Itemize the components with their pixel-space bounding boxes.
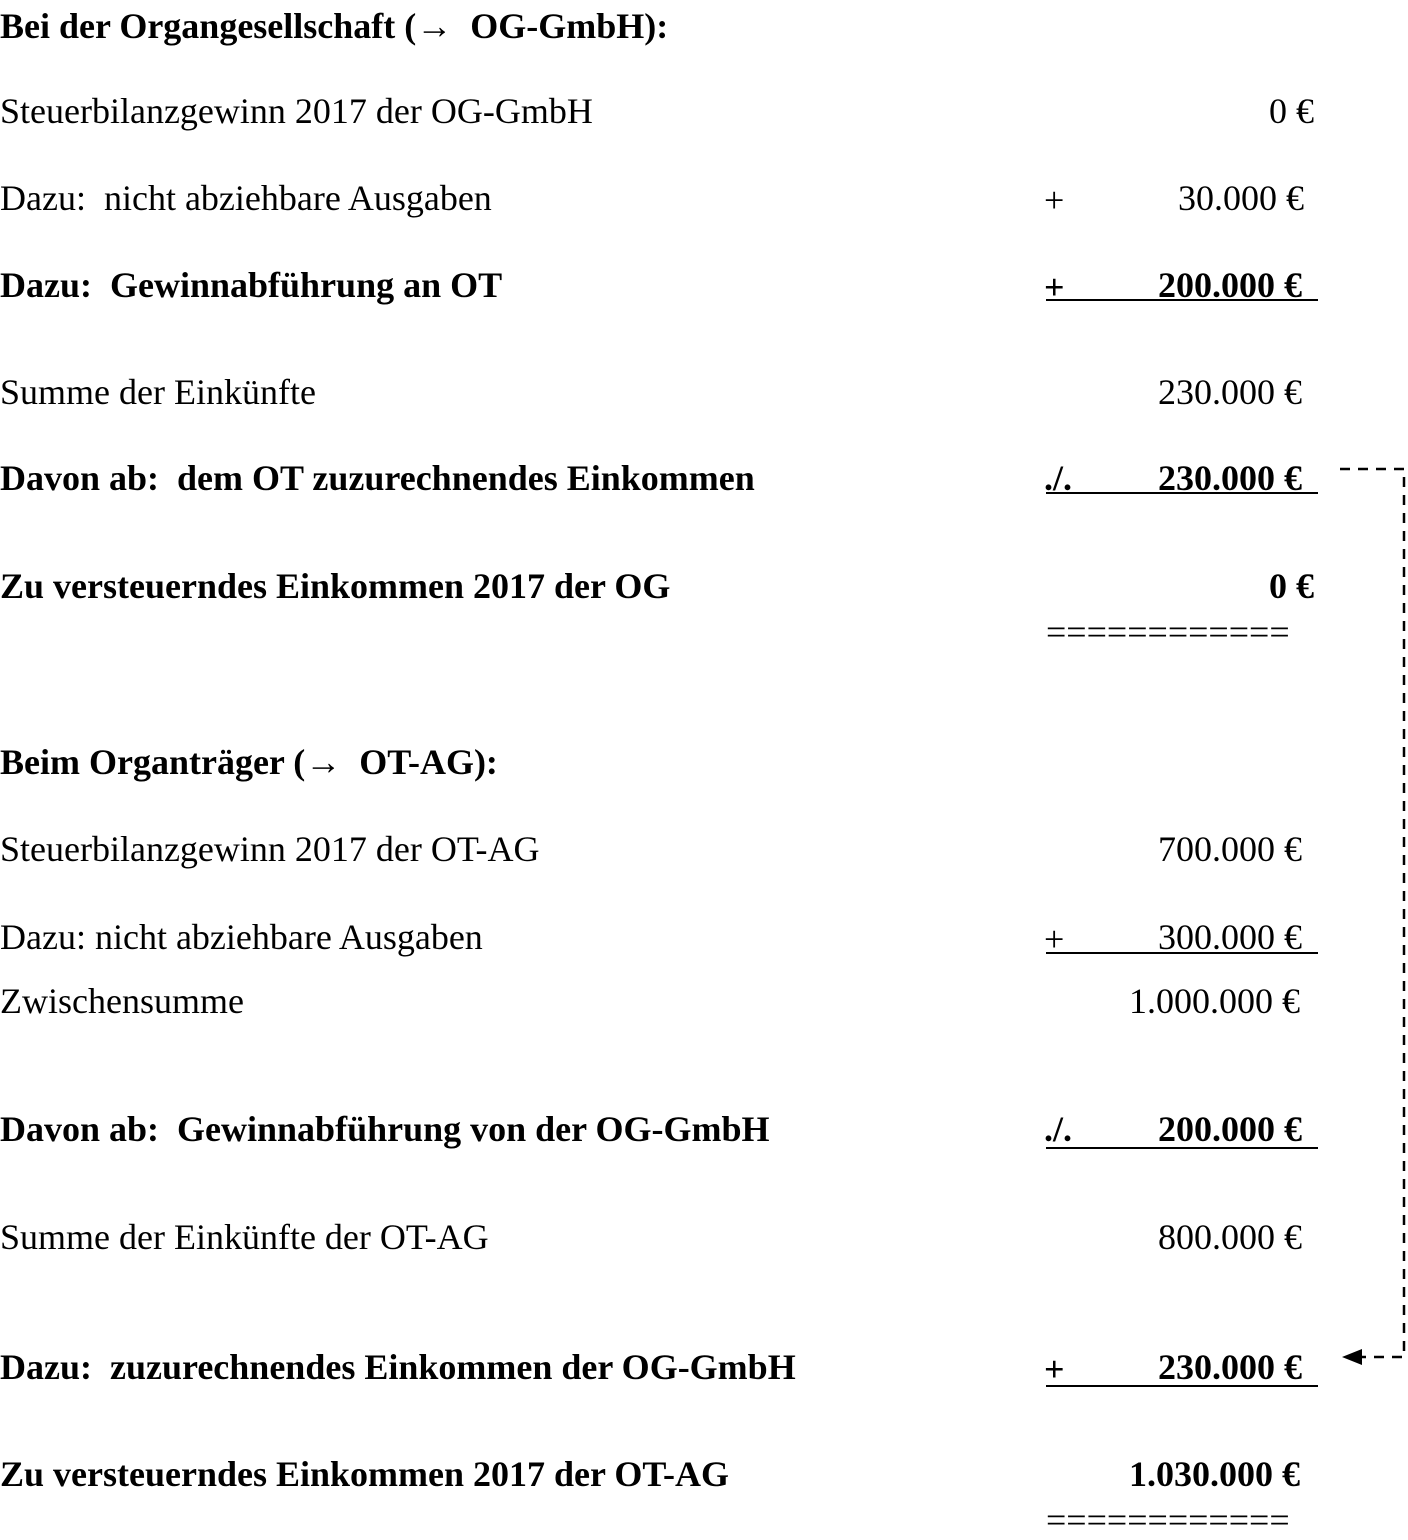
ot-row-label-nicht-abziehbar: Dazu: nicht abziehbare Ausgaben (0, 917, 483, 957)
ot-row-label-davon-ab: Davon ab: Gewinnabführung von der OG-GmbH (0, 1109, 770, 1149)
og-row-op-nicht-abziehbar: + (1044, 180, 1065, 220)
ot-row-label-summe: Summe der Einkünfte der OT-AG (0, 1217, 489, 1257)
og-heading: Bei der Organgesellschaft (→ OG-GmbH): (0, 6, 669, 46)
og-row-label-nicht-abziehbar: Dazu: nicht abziehbare Ausgaben (0, 178, 492, 218)
og-row-label-gewinnabfuehrung: Dazu: Gewinnabführung an OT (0, 265, 503, 305)
og-double-underline: ============ (1046, 612, 1290, 652)
ot-underline-nicht-abziehbar (1046, 952, 1318, 954)
og-row-amount-nicht-abziehbar: 30.000 € (1178, 178, 1304, 218)
ot-row-op-davon-ab: ./. (1044, 1109, 1073, 1149)
og-row-op-gewinnabfuehrung: + (1044, 267, 1065, 307)
ot-row-op-nicht-abziehbar: + (1044, 919, 1065, 959)
og-row-amount-steuerbilanzgewinn: 0 € (1269, 91, 1314, 131)
ot-row-op-zuzurechnen: + (1044, 1349, 1065, 1389)
ot-double-underline: ============ (1046, 1500, 1290, 1540)
ot-row-amount-steuerbilanzgewinn: 700.000 € (1158, 829, 1302, 869)
og-row-amount-gewinnabfuehrung: 200.000 € (1158, 265, 1302, 305)
og-row-label-steuerbilanzgewinn: Steuerbilanzgewinn 2017 der OG-GmbH (0, 91, 593, 131)
og-row-amount-davon-ab: 230.000 € (1158, 458, 1302, 498)
ot-underline-zuzurechnen (1046, 1385, 1318, 1387)
ot-row-amount-davon-ab: 200.000 € (1158, 1109, 1302, 1149)
ot-row-label-steuerbilanzgewinn: Steuerbilanzgewinn 2017 der OT-AG (0, 829, 540, 869)
og-row-label-zu-versteuern: Zu versteuerndes Einkommen 2017 der OG (0, 566, 671, 606)
og-row-op-davon-ab: ./. (1044, 458, 1073, 498)
og-row-amount-zu-versteuern: 0 € (1269, 566, 1314, 606)
og-underline-davon-ab (1046, 492, 1318, 494)
og-underline-gewinnabfuehrung (1046, 299, 1318, 301)
ot-row-label-zuzurechnen: Dazu: zuzurechnendes Einkommen der OG-GmbH (0, 1347, 796, 1387)
og-row-label-summe: Summe der Einkünfte (0, 372, 316, 412)
ot-row-amount-zuzurechnen: 230.000 € (1158, 1347, 1302, 1387)
og-row-amount-summe: 230.000 € (1158, 372, 1302, 412)
ot-heading: Beim Organträger (→ OT-AG): (0, 742, 498, 782)
ot-underline-davon-ab (1046, 1147, 1318, 1149)
ot-row-amount-nicht-abziehbar: 300.000 € (1158, 917, 1302, 957)
ot-row-label-zu-versteuern: Zu versteuerndes Einkommen 2017 der OT-AG (0, 1454, 730, 1494)
ot-row-amount-summe: 800.000 € (1158, 1217, 1302, 1257)
og-row-label-davon-ab: Davon ab: dem OT zuzurechnendes Einkommen (0, 458, 755, 498)
ot-row-label-zwischensumme: Zwischensumme (0, 981, 244, 1021)
ot-row-amount-zu-versteuern: 1.030.000 € (1129, 1454, 1300, 1494)
ot-row-amount-zwischensumme: 1.000.000 € (1129, 981, 1300, 1021)
